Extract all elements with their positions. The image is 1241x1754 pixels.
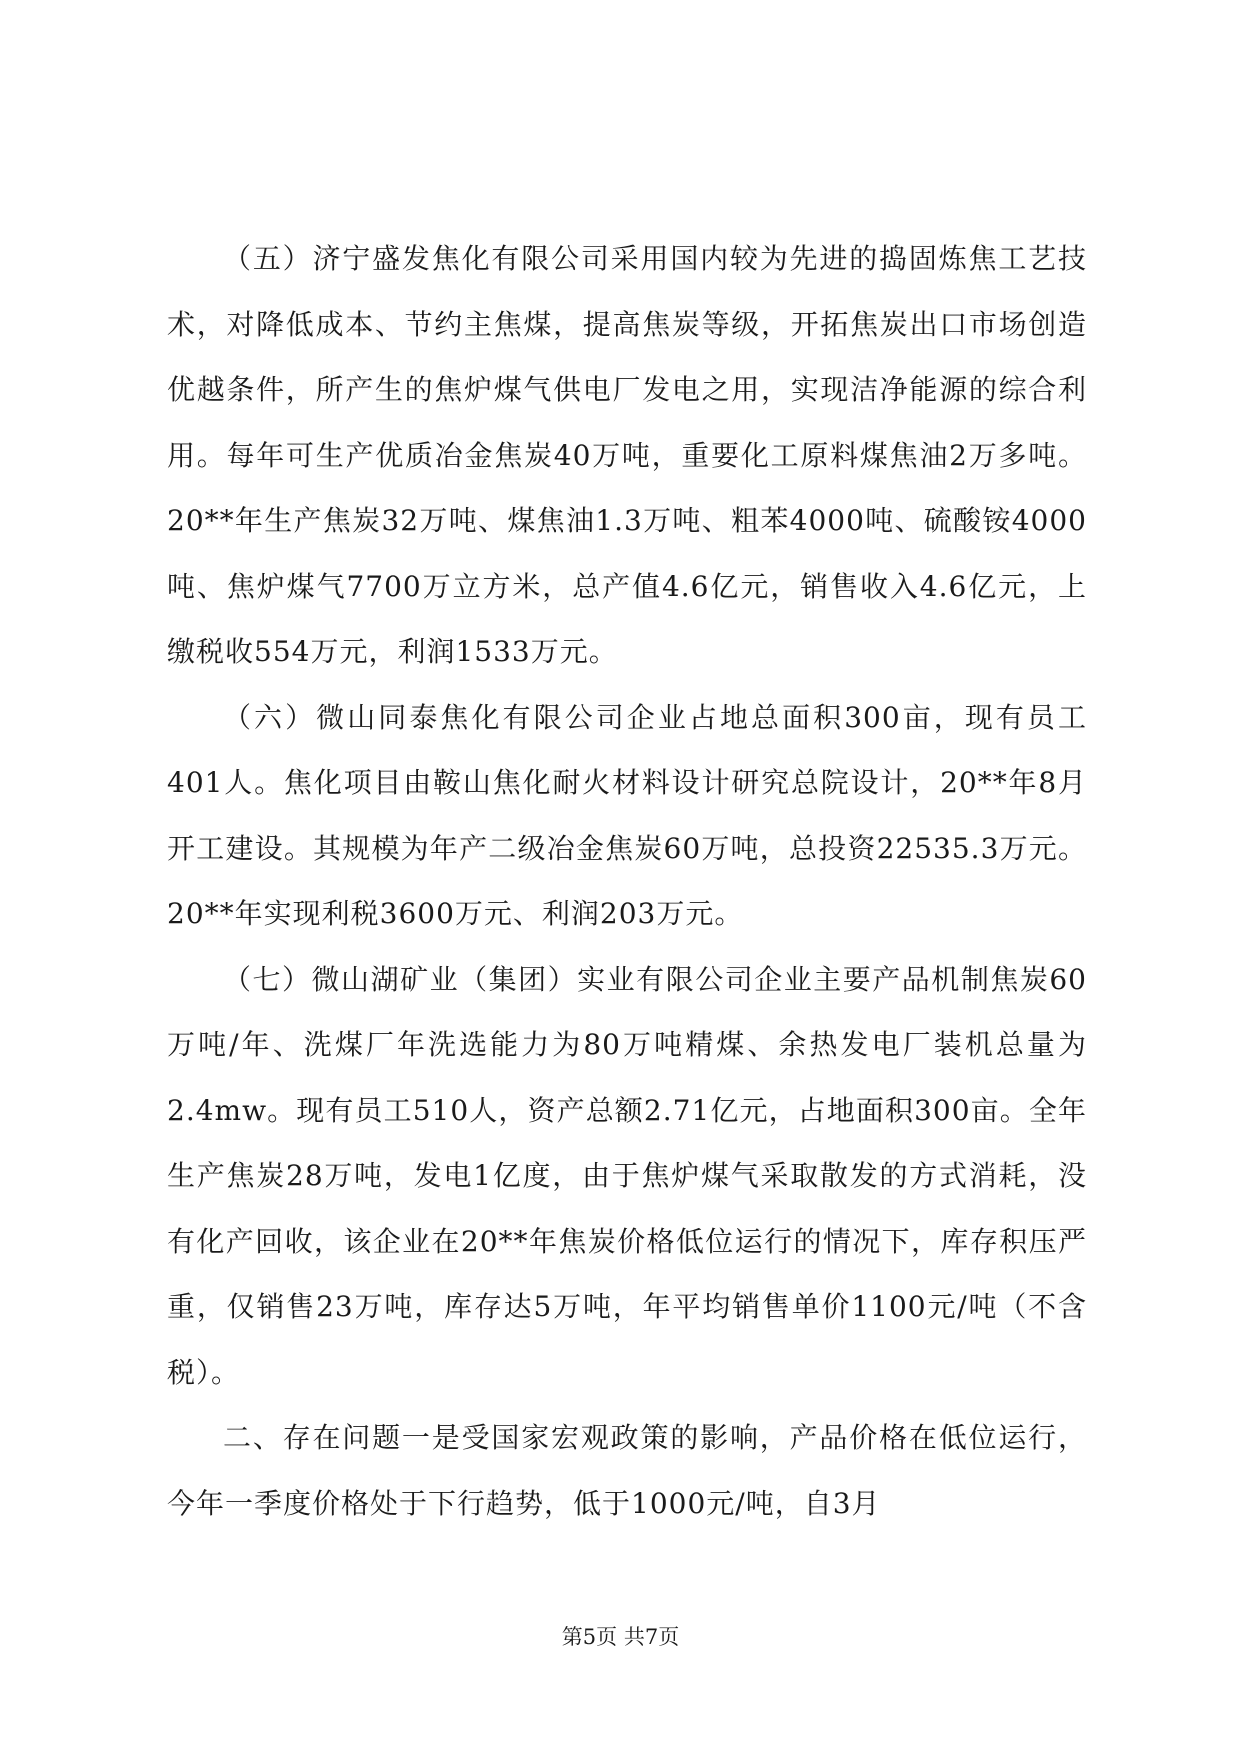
paragraph-7: （七）微山湖矿业（集团）实业有限公司企业主要产品机制焦炭60万吨/年、洗煤厂年洗选能力为80万吨精煤、余热发电厂装机总量为2.4mw。现有员工510人，资产总额2.71亿元，占地面积300亩。全年生产焦炭28万吨，发电1亿度，由于焦炉煤气采取散发的方式消耗，没有化产回收，该企业在20**年焦炭价格低位运行的情况下，库存积压严重，仅销售23万吨，库存达5万吨，年平均销售单价1100元/吨（不含税）。 [167, 962, 1087, 1389]
paragraph-problems: 二、存在问题一是受国家宏观政策的影响，产品价格在低位运行，今年一季度价格处于下行趋势，低于1000元/吨，自3月 [167, 1421, 1087, 1520]
document-body [167, 226, 1087, 1536]
paragraph-5: （五）济宁盛发焦化有限公司采用国内较为先进的捣固炼焦工艺技术，对降低成本、节约主焦煤，提高焦炭等级，开拓焦炭出口市场创造优越条件，所产生的焦炉煤气供电厂发电之用，实现洁净能源的综合利用。每年可生产优质冶金焦炭40万吨，重要化工原料煤焦油2万多吨。20**年生产焦炭32万吨、煤焦油1.3万吨、粗苯4000吨、硫酸铵4000吨、焦炉煤气7700万立方米，总产值4.6亿元，销售收入4.6亿元，上缴税收554万元，利润1533万元。 [167, 242, 1087, 668]
paragraph-6: （六）微山同泰焦化有限公司企业占地总面积300亩，现有员工401人。焦化项目由鞍山焦化耐火材料设计研究总院设计，20**年8月开工建设。其规模为年产二级冶金焦炭60万吨，总投资22535.3万元。20**年实现利税3600万元、利润203万元。 [167, 700, 1087, 930]
page-number-footer: 第5页 共7页 [561, 1625, 680, 1649]
